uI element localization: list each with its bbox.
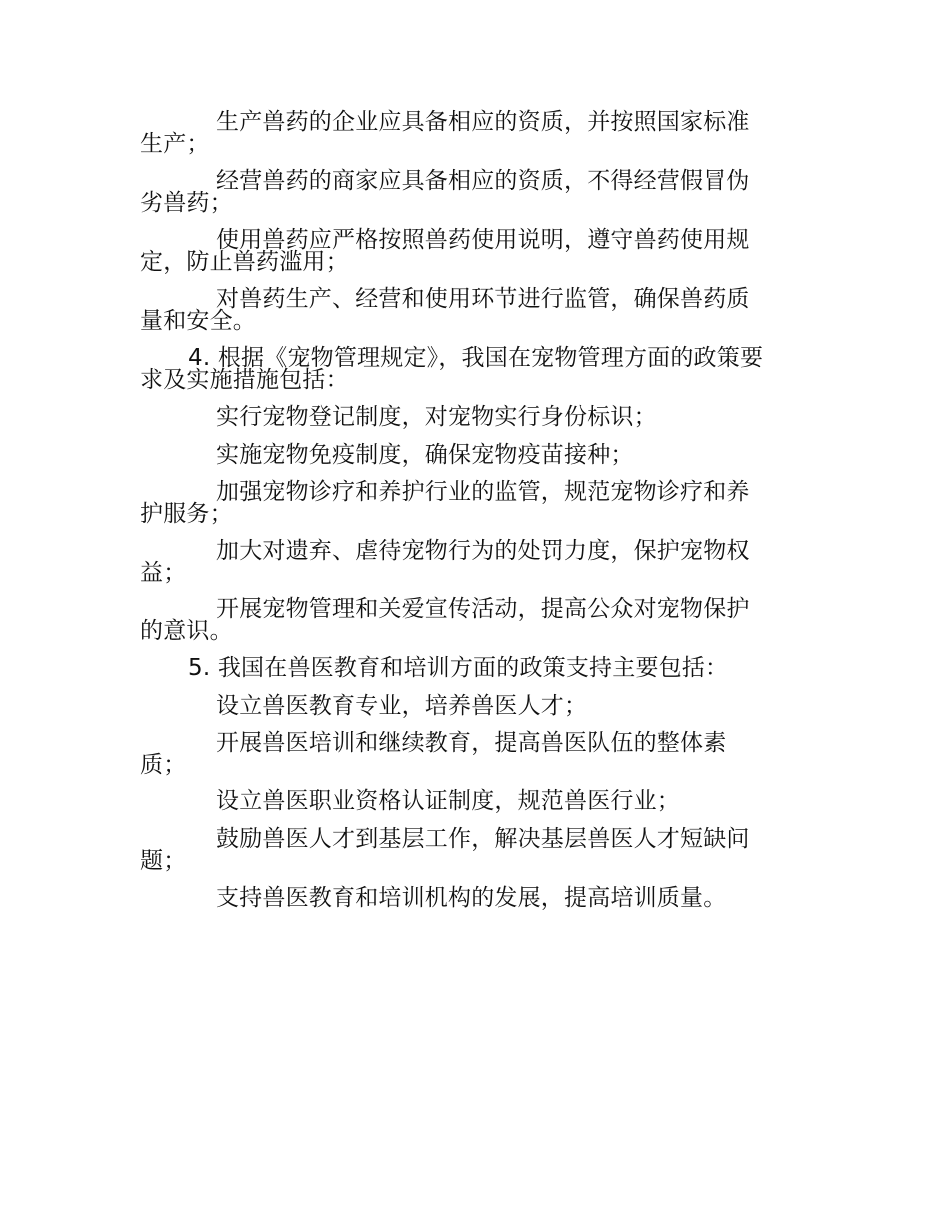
text-line: 质； [140, 752, 187, 778]
text-line: 护服务； [140, 501, 233, 527]
text-line: 劣兽药； [140, 190, 233, 216]
text-line: 求及实施措施包括： [140, 367, 349, 393]
text-line: 设立兽医教育专业，培养兽医人才； [216, 693, 588, 719]
text-line: 实施宠物免疫制度，确保宠物疫苗接种； [216, 442, 634, 468]
text-line: 定，防止兽药滥用； [140, 249, 349, 275]
section-heading: 4. 根据《宠物管理规定》，我国在宠物管理方面的政策要 [188, 345, 764, 371]
text-line: 开展兽医培训和继续教育，提高兽医队伍的整体素 [216, 730, 727, 756]
section-heading: 5. 我国在兽医教育和培训方面的政策支持主要包括： [188, 655, 729, 681]
text-line: 对兽药生产、经营和使用环节进行监管，确保兽药质 [216, 286, 750, 312]
text-line: 加大对遗弃、虐待宠物行为的处罚力度，保护宠物权 [216, 538, 750, 564]
text-line: 开展宠物管理和关爱宣传活动，提高公众对宠物保护 [216, 596, 750, 622]
text-line: 设立兽医职业资格认证制度，规范兽医行业； [216, 788, 680, 814]
text-line: 使用兽药应严格按照兽药使用说明，遵守兽药使用规 [216, 227, 750, 253]
text-line: 生产； [140, 131, 210, 157]
text-line: 的意识。 [140, 618, 233, 644]
text-line: 量和安全。 [140, 308, 256, 334]
text-line: 支持兽医教育和培训机构的发展，提高培训质量。 [216, 885, 727, 911]
text-line: 鼓励兽医人才到基层工作，解决基层兽医人才短缺问 [216, 826, 750, 852]
text-line: 加强宠物诊疗和养护行业的监管，规范宠物诊疗和养 [216, 479, 750, 505]
text-line: 益； [140, 560, 187, 586]
text-line: 生产兽药的企业应具备相应的资质，并按照国家标准 [216, 109, 750, 135]
text-line: 经营兽药的商家应具备相应的资质，不得经营假冒伪 [216, 168, 750, 194]
text-line: 题； [140, 848, 187, 874]
text-line: 实行宠物登记制度，对宠物实行身份标识； [216, 404, 657, 430]
